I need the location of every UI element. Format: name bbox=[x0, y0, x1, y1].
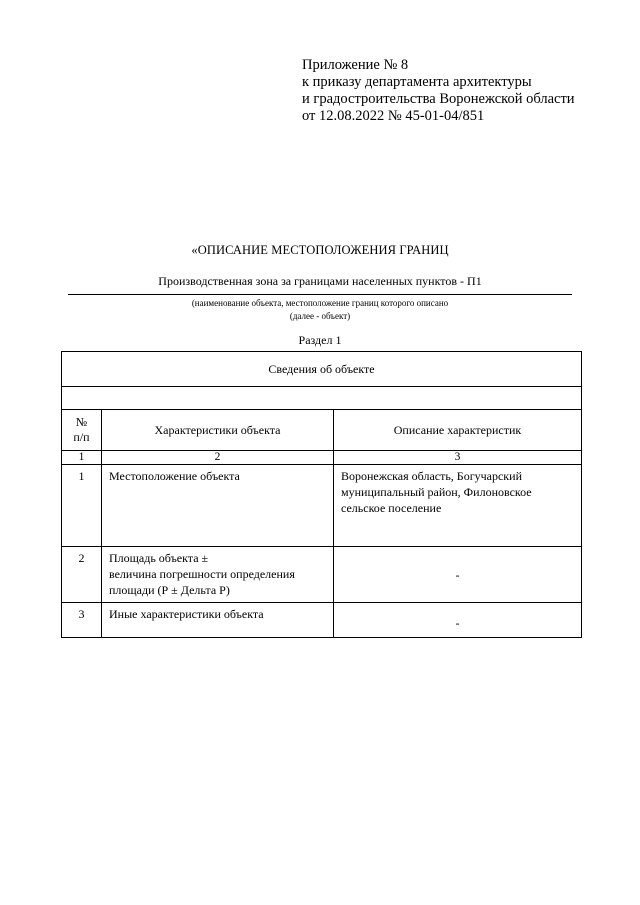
object-name-underline bbox=[68, 294, 572, 295]
row-characteristic: Иные характеристики объекта bbox=[102, 603, 334, 638]
row-number: 3 bbox=[62, 603, 102, 638]
appendix-line-4: от 12.08.2022 № 45-01-04/851 bbox=[302, 108, 485, 124]
appendix-line-2: к приказу департамента архитектуры bbox=[302, 74, 532, 90]
row-description-line: Воронежская область, Богучарский bbox=[341, 469, 522, 483]
object-name-note-line-1: (наименование объекта, местоположение границ которого описано bbox=[191, 298, 449, 308]
row-number: 1 bbox=[62, 465, 102, 547]
row-description: - bbox=[334, 603, 582, 638]
table-column-numbers-row bbox=[62, 451, 582, 465]
appendix-header bbox=[302, 57, 622, 125]
table-blank-row bbox=[62, 387, 582, 410]
column-number-2: 2 bbox=[102, 451, 334, 465]
appendix-line-1: Приложение № 8 bbox=[302, 57, 409, 73]
document-title: «ОПИСАНИЕ МЕСТОПОЛОЖЕНИЯ ГРАНИЦ bbox=[191, 243, 449, 257]
row-characteristic-line: Площадь объекта ± bbox=[109, 551, 209, 565]
column-number-3: 3 bbox=[334, 451, 582, 465]
object-info-table bbox=[61, 351, 582, 638]
header-number bbox=[62, 410, 102, 451]
table-header-row bbox=[62, 410, 582, 451]
table-row bbox=[62, 465, 582, 547]
row-description-line: сельское поселение bbox=[341, 501, 442, 515]
row-characteristic-line: величина погрешности определения bbox=[109, 567, 295, 581]
header-characteristics: Характеристики объекта bbox=[102, 410, 334, 451]
row-characteristic-line: площади (Р ± Дельта Р) bbox=[109, 583, 230, 597]
header-number-line-1: № bbox=[75, 415, 88, 429]
row-characteristic: Местоположение объекта bbox=[102, 465, 334, 547]
table-caption: Сведения об объекте bbox=[62, 352, 582, 387]
header-description: Описание характеристик bbox=[334, 410, 582, 451]
object-name-note-line-2: (далее - объект) bbox=[289, 311, 351, 321]
row-description: - bbox=[334, 547, 582, 603]
row-description-line: муниципальный район, Филоновское bbox=[341, 485, 532, 499]
appendix-line-3: и градостроительства Воронежской области bbox=[302, 91, 575, 107]
object-name: Производственная зона за границами населенных пунктов - П1 bbox=[158, 274, 482, 288]
row-characteristic bbox=[102, 547, 334, 603]
row-number: 2 bbox=[62, 547, 102, 603]
header-number-line-2: п/п bbox=[73, 430, 90, 444]
table-row bbox=[62, 603, 582, 638]
table-row bbox=[62, 547, 582, 603]
section-heading: Раздел 1 bbox=[298, 333, 342, 347]
row-description bbox=[334, 465, 582, 547]
column-number-1: 1 bbox=[62, 451, 102, 465]
